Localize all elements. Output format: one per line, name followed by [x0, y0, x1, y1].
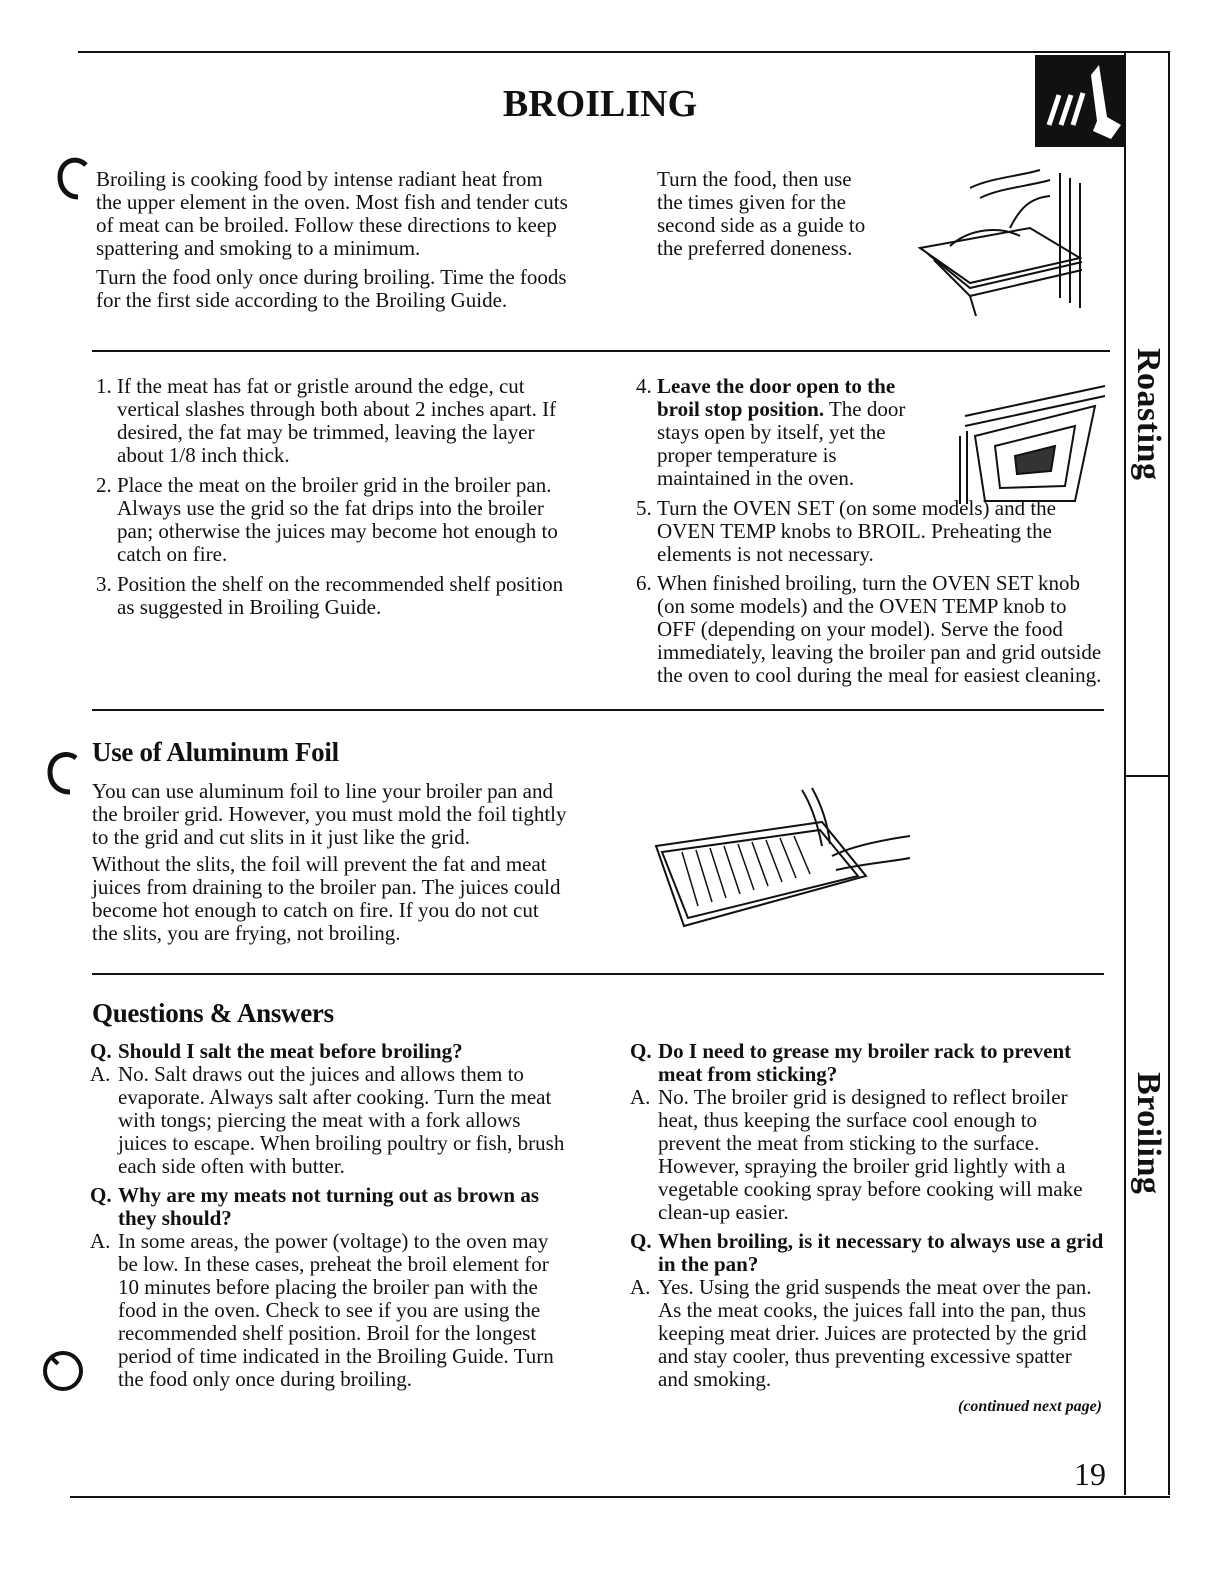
- foil-grid-illustration: [652, 786, 914, 936]
- section-rule-1: [92, 350, 1110, 352]
- step-number: 3.: [96, 572, 112, 596]
- step-number: 6.: [636, 571, 652, 595]
- step-1: [96, 375, 571, 467]
- steps-left-list: [96, 375, 571, 626]
- tab-divider: [1124, 775, 1170, 777]
- section-rule-2: [92, 709, 1104, 711]
- answer-text: No. The broiler grid is designed to reflect broiler heat, thus keeping the surface cool enough to prevent the meat from sticking to the surface. However, spraying the broiler grid lightly with a vegetable cooking spray before cooking will make clean-up easier.: [658, 1085, 1083, 1224]
- right-border: [1168, 53, 1170, 1495]
- foil-paragraph-1: You can use aluminum foil to line your broiler pan and the broiler grid. However, you must mold the foil tightly to the grid and cut slits in it just like the grid.: [92, 779, 567, 849]
- answer-4: [630, 1276, 1105, 1391]
- question-text: When broiling, is it necessary to always use a grid in the pan?: [658, 1229, 1104, 1276]
- section-marker-icon: [44, 748, 84, 796]
- top-rule: [78, 51, 1170, 53]
- intro-paragraph-1: Broiling is cooking food by intense radiant heat from the upper element in the oven. Most fish and tender cuts of meat can be broiled. Follow these directions to keep spattering and smoking to a minimum.: [96, 167, 568, 260]
- q-label: Q.: [90, 1183, 112, 1207]
- page-number: 19: [1074, 1456, 1106, 1492]
- tab-broiling[interactable]: Broiling: [1130, 1072, 1167, 1195]
- oven-door-illustration: [955, 376, 1110, 506]
- bottom-rule: [70, 1496, 1170, 1498]
- step-3: [96, 573, 571, 619]
- a-label: A.: [90, 1229, 111, 1253]
- intro-paragraph-2: Turn the food only once during broiling. Time the foods for the first side according to the Broiling Guide.: [96, 265, 567, 312]
- qa-left-column: [90, 1040, 570, 1397]
- qa-heading: Questions & Answers: [92, 998, 334, 1028]
- step-4: [636, 375, 926, 490]
- step-number: 5.: [636, 496, 652, 520]
- question-4: [630, 1230, 1105, 1276]
- answer-1: [90, 1063, 570, 1178]
- step-text: Place the meat on the broiler grid in the broiler pan. Always use the grid so the fat drips into the broiler pan; otherwise the juices may become hot enough to catch on fire.: [117, 473, 558, 566]
- broiling-logo: [1035, 55, 1125, 147]
- step-text: If the meat has fat or gristle around the edge, cut vertical slashes through both about 2 inches apart. If desired, the fat may be trimmed, leaving the layer about 1/8 inch thick.: [117, 374, 557, 467]
- q-label: Q.: [90, 1039, 112, 1063]
- step-2: [96, 474, 571, 566]
- question-2: [90, 1184, 570, 1230]
- foil-paragraph-2: Without the slits, the foil will prevent the fat and meat juices from draining to the broiler pan. The juices could become hot enough to catch on fire. If you do not cut the slits, you are frying, not broiling.: [92, 852, 561, 945]
- step-number: 4.: [636, 374, 652, 398]
- tab-separator: [1124, 53, 1126, 1495]
- answer-text: No. Salt draws out the juices and allows them to evaporate. Always salt after cooking. Turn the meat with tongs; piercing the meat with a fork allows juices to escape. When broiling poultry or fish, brush each side often with butter.: [118, 1062, 565, 1178]
- step-5: [636, 497, 1106, 566]
- section-rule-3: [92, 973, 1104, 975]
- question-text: Why are my meats not turning out as brown as they should?: [118, 1183, 540, 1230]
- page-title: BROILING: [502, 83, 698, 125]
- step-6: [636, 572, 1108, 687]
- q-label: Q.: [630, 1229, 652, 1253]
- answer-text: In some areas, the power (voltage) to the oven may be low. In these cases, preheat the broil element for 10 minutes before placing the broiler pan with the food in the oven. Check to see if you are using the recommended shelf position. Broil for the longest period of time indicated in the Broiling Guide. Turn the food only once during broiling.: [118, 1229, 554, 1391]
- question-text: Do I need to grease my broiler rack to prevent meat from sticking?: [658, 1039, 1072, 1086]
- section-end-marker-icon: [40, 1348, 86, 1394]
- step-4-text: The door stays open by itself, yet the proper temperature is maintained in the oven.: [657, 397, 906, 490]
- qa-right-column: [630, 1040, 1105, 1397]
- foil-heading: Use of Aluminum Foil: [92, 737, 339, 767]
- a-label: A.: [90, 1062, 111, 1086]
- question-1: [90, 1040, 570, 1063]
- intro-right-text: Turn the food, then use the times given for the second side as a guide to the preferred doneness.: [657, 167, 866, 260]
- turning-food-illustration: [910, 168, 1090, 318]
- continued-note: (continued next page): [958, 1398, 1102, 1415]
- q-label: Q.: [630, 1039, 652, 1063]
- step-4-bold: Leave the door open to the broil stop position.: [657, 374, 896, 421]
- a-label: A.: [630, 1275, 651, 1299]
- step-5-text: Turn the OVEN SET (on some models) and the OVEN TEMP knobs to BROIL. Preheating the elements is not necessary.: [657, 496, 1056, 566]
- step-number: 1.: [96, 374, 112, 398]
- section-marker-icon: [52, 153, 92, 201]
- answer-2: [90, 1230, 570, 1391]
- step-text: Position the shelf on the recommended shelf position as suggested in Broiling Guide.: [117, 572, 564, 619]
- answer-3: [630, 1086, 1105, 1224]
- step-number: 2.: [96, 473, 112, 497]
- question-text: Should I salt the meat before broiling?: [118, 1039, 463, 1063]
- step-6-text: When finished broiling, turn the OVEN SET knob (on some models) and the OVEN TEMP knob to OFF (depending on your model). Serve the food immediately, leaving the broiler pan and grid outside the oven to cool during the meal for easiest cleaning.: [657, 571, 1102, 687]
- answer-text: Yes. Using the grid suspends the meat over the pan. As the meat cooks, the juices fall into the pan, thus keeping meat drier. Juices are protected by the grid and stay cooler, thus preventing excessive spatter and smoking.: [658, 1275, 1092, 1391]
- question-3: [630, 1040, 1105, 1086]
- tab-roasting[interactable]: Roasting: [1130, 348, 1167, 481]
- a-label: A.: [630, 1085, 651, 1109]
